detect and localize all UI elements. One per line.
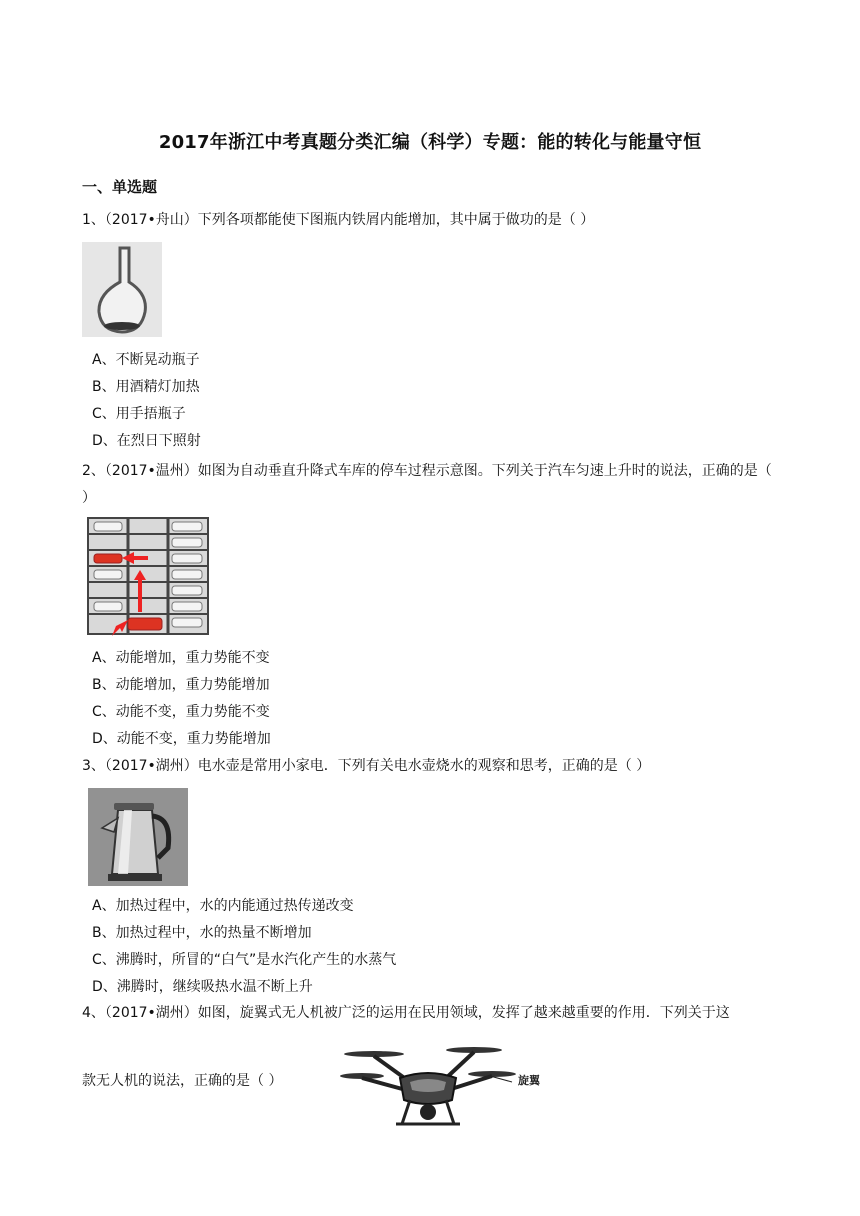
question-4-stem-line-2: 款无人机的说法，正确的是（ ） — [82, 1073, 283, 1089]
question-2-option-b: B、动能增加，重力势能增加 — [92, 677, 270, 693]
question-1-stem: 1、（2017•舟山）下列各项都能使下图瓶内铁屑内能增加，其中属于做功的是（ ） — [82, 212, 595, 228]
question-4-stem-line-1: 4、（2017•湖州）如图，旋翼式无人机被广泛的运用在民用领域，发挥了越来越重要的作用．下列关于这 — [82, 1005, 730, 1021]
document-title: 2017年浙江中考真题分类汇编（科学）专题：能的转化与能量守恒 — [158, 132, 702, 153]
rotor-label: 旋翼 — [518, 1074, 540, 1087]
flask-figure — [82, 242, 162, 337]
question-3-stem: 3、（2017•湖州）电水壶是常用小家电．下列有关电水壶烧水的观察和思考，正确的是（ ） — [82, 758, 651, 774]
kettle-icon — [88, 788, 188, 886]
question-1-option-b: B、用酒精灯加热 — [92, 379, 200, 395]
parking-garage-figure — [82, 514, 212, 639]
question-3-option-a: A、加热过程中，水的内能通过热传递改变 — [92, 898, 354, 914]
section-heading: 一、单选题 — [82, 178, 158, 196]
question-1-option-a: A、不断晃动瓶子 — [92, 352, 200, 368]
kettle-figure — [88, 788, 188, 886]
question-2-option-d: D、动能不变，重力势能增加 — [92, 731, 271, 747]
question-2-option-a: A、动能增加，重力势能不变 — [92, 650, 270, 666]
drone-figure — [340, 1038, 560, 1130]
question-3-option-b: B、加热过程中，水的热量不断增加 — [92, 925, 312, 941]
parking-garage-icon — [82, 514, 212, 639]
question-3-option-c: C、沸腾时，所冒的“白气”是水汽化产生的水蒸气 — [92, 952, 397, 968]
question-2-option-c: C、动能不变，重力势能不变 — [92, 704, 270, 720]
flask-icon — [82, 242, 162, 337]
question-3-option-d: D、沸腾时，继续吸热水温不断上升 — [92, 979, 313, 995]
question-2-stem: 2、（2017•温州）如图为自动垂直升降式车库的停车过程示意图。下列关于汽车匀速上升时的说法，正确的是（ ） — [82, 463, 772, 506]
question-1-option-c: C、用手捂瓶子 — [92, 406, 186, 422]
question-1-option-d: D、在烈日下照射 — [92, 433, 201, 449]
